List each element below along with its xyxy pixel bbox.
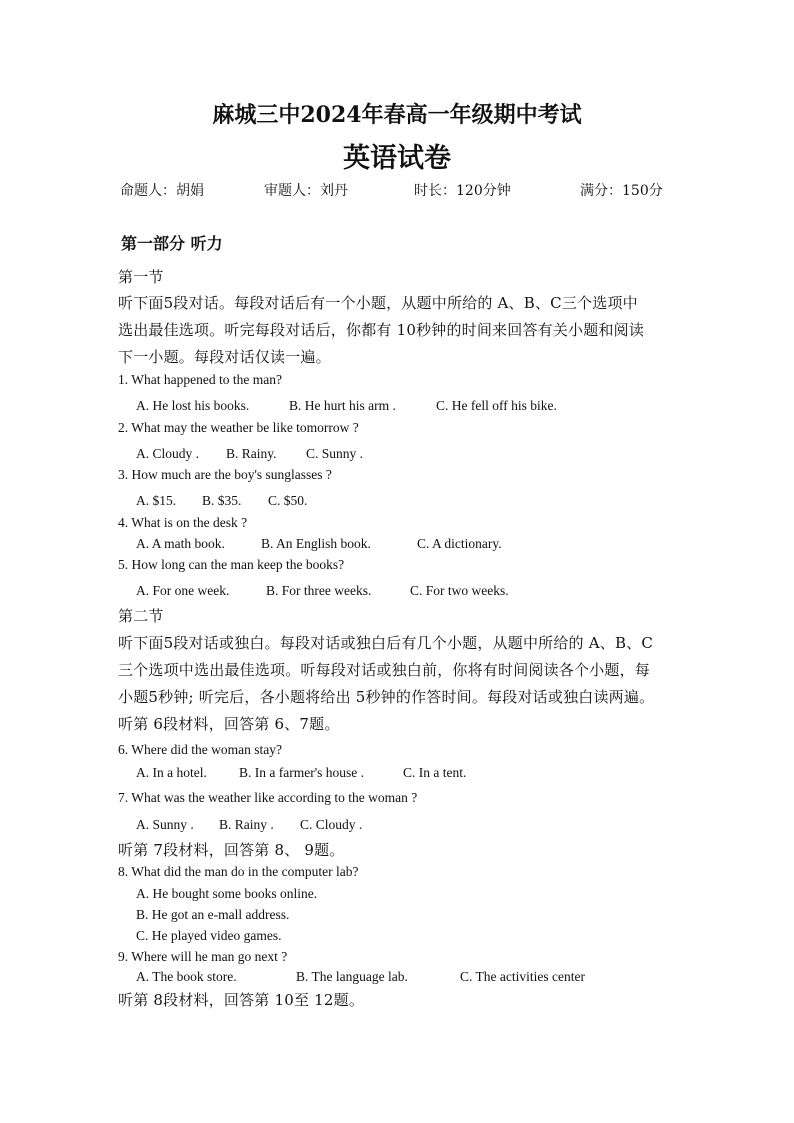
q7-option-b: B. Rainy . — [219, 817, 274, 832]
question-2: 2. What may the weather be like tomorrow ? — [118, 420, 359, 435]
material-8-note: 听第 8段材料，回答第 10至 12题。 — [118, 991, 365, 1009]
q5-option-b: B. For three weeks. — [266, 583, 372, 598]
q3-option-b: B. $35. — [202, 493, 242, 508]
q2-option-c: C. Sunny . — [306, 446, 364, 461]
q2-option-a: A. Cloudy . — [136, 446, 200, 461]
q7-option-a: A. Sunny . — [136, 817, 194, 832]
reviewer-info: 审题人：刘丹 — [264, 183, 348, 199]
question-7: 7. What was the weather like according to the woman ? — [118, 790, 418, 805]
q6-option-a: A. In a hotel. — [136, 765, 207, 780]
section1-label: 第一节 — [118, 268, 164, 286]
section2-instruction: 小题5秒钟; 听完后，各小题将给出 5秒钟的作答时间。每段对话或独白读两遍。 — [118, 688, 655, 706]
q9-option-b: B. The language lab. — [296, 969, 408, 984]
q5-option-c: C. For two weeks. — [410, 583, 509, 598]
part1-heading: 第一部分 听力 — [121, 234, 223, 253]
author-info: 命题人：胡娟 — [120, 183, 204, 199]
q8-option-a: A. He bought some books online. — [136, 886, 318, 901]
q2-option-b: B. Rainy. — [226, 446, 277, 461]
q7-option-c: C. Cloudy . — [300, 817, 363, 832]
q9-option-c: C. The activities center — [460, 969, 585, 984]
material-7-note: 听第 7段材料，回答第 8、 9题。 — [118, 841, 345, 859]
question-4: 4. What is on the desk ? — [118, 515, 248, 530]
question-6: 6. Where did the woman stay? — [118, 742, 282, 757]
q3-option-a: A. $15. — [136, 493, 177, 508]
material-6-note: 听第 6段材料，回答第 6、7题。 — [118, 715, 340, 733]
question-8: 8. What did the man do in the computer lab? — [118, 864, 359, 879]
q1-option-a: A. He lost his books. — [136, 398, 250, 413]
exam-title: 麻城三中2024年春高一年级期中考试 — [212, 102, 582, 128]
section2-instruction: 三个选项中选出最佳选项。听每段对话或独白前，你将有时间阅读各个小题，每 — [118, 661, 651, 679]
q1-option-b: B. He hurt his arm . — [289, 398, 396, 413]
q9-option-a: A. The book store. — [136, 969, 237, 984]
section2-label: 第二节 — [118, 607, 164, 625]
q4-option-a: A. A math book. — [136, 536, 225, 551]
section1-instruction: 下一小题。每段对话仅读一遍。 — [118, 348, 331, 366]
question-5: 5. How long can the man keep the books? — [118, 557, 345, 572]
score-info: 满分：150分 — [580, 183, 663, 199]
q8-option-c: C. He played video games. — [136, 928, 282, 943]
section1-instruction: 选出最佳选项。听完每段对话后，你都有 10秒钟的时间来回答有关小题和阅读 — [118, 321, 645, 339]
question-9: 9. Where will he man go next ? — [118, 949, 288, 964]
duration-info: 时长：120分钟 — [414, 183, 511, 199]
q4-option-c: C. A dictionary. — [417, 536, 502, 551]
exam-subtitle: 英语试卷 — [343, 143, 451, 174]
q8-option-b: B. He got an e-mall address. — [136, 907, 290, 922]
q6-option-c: C. In a tent. — [403, 765, 467, 780]
q1-option-c: C. He fell off his bike. — [436, 398, 557, 413]
question-1: 1. What happened to the man? — [118, 372, 282, 387]
section1-instruction: 听下面5段对话。每段对话后有一个小题，从题中所给的 A、B、C三个选项中 — [118, 294, 638, 312]
q4-option-b: B. An English book. — [261, 536, 371, 551]
q5-option-a: A. For one week. — [136, 583, 230, 598]
section2-instruction: 听下面5段对话或独白。每段对话或独白后有几个小题，从题中所给的 A、B、C — [118, 634, 654, 652]
question-3: 3. How much are the boy's sunglasses ? — [118, 467, 332, 482]
q6-option-b: B. In a farmer's house . — [239, 765, 365, 780]
q3-option-c: C. $50. — [268, 493, 308, 508]
